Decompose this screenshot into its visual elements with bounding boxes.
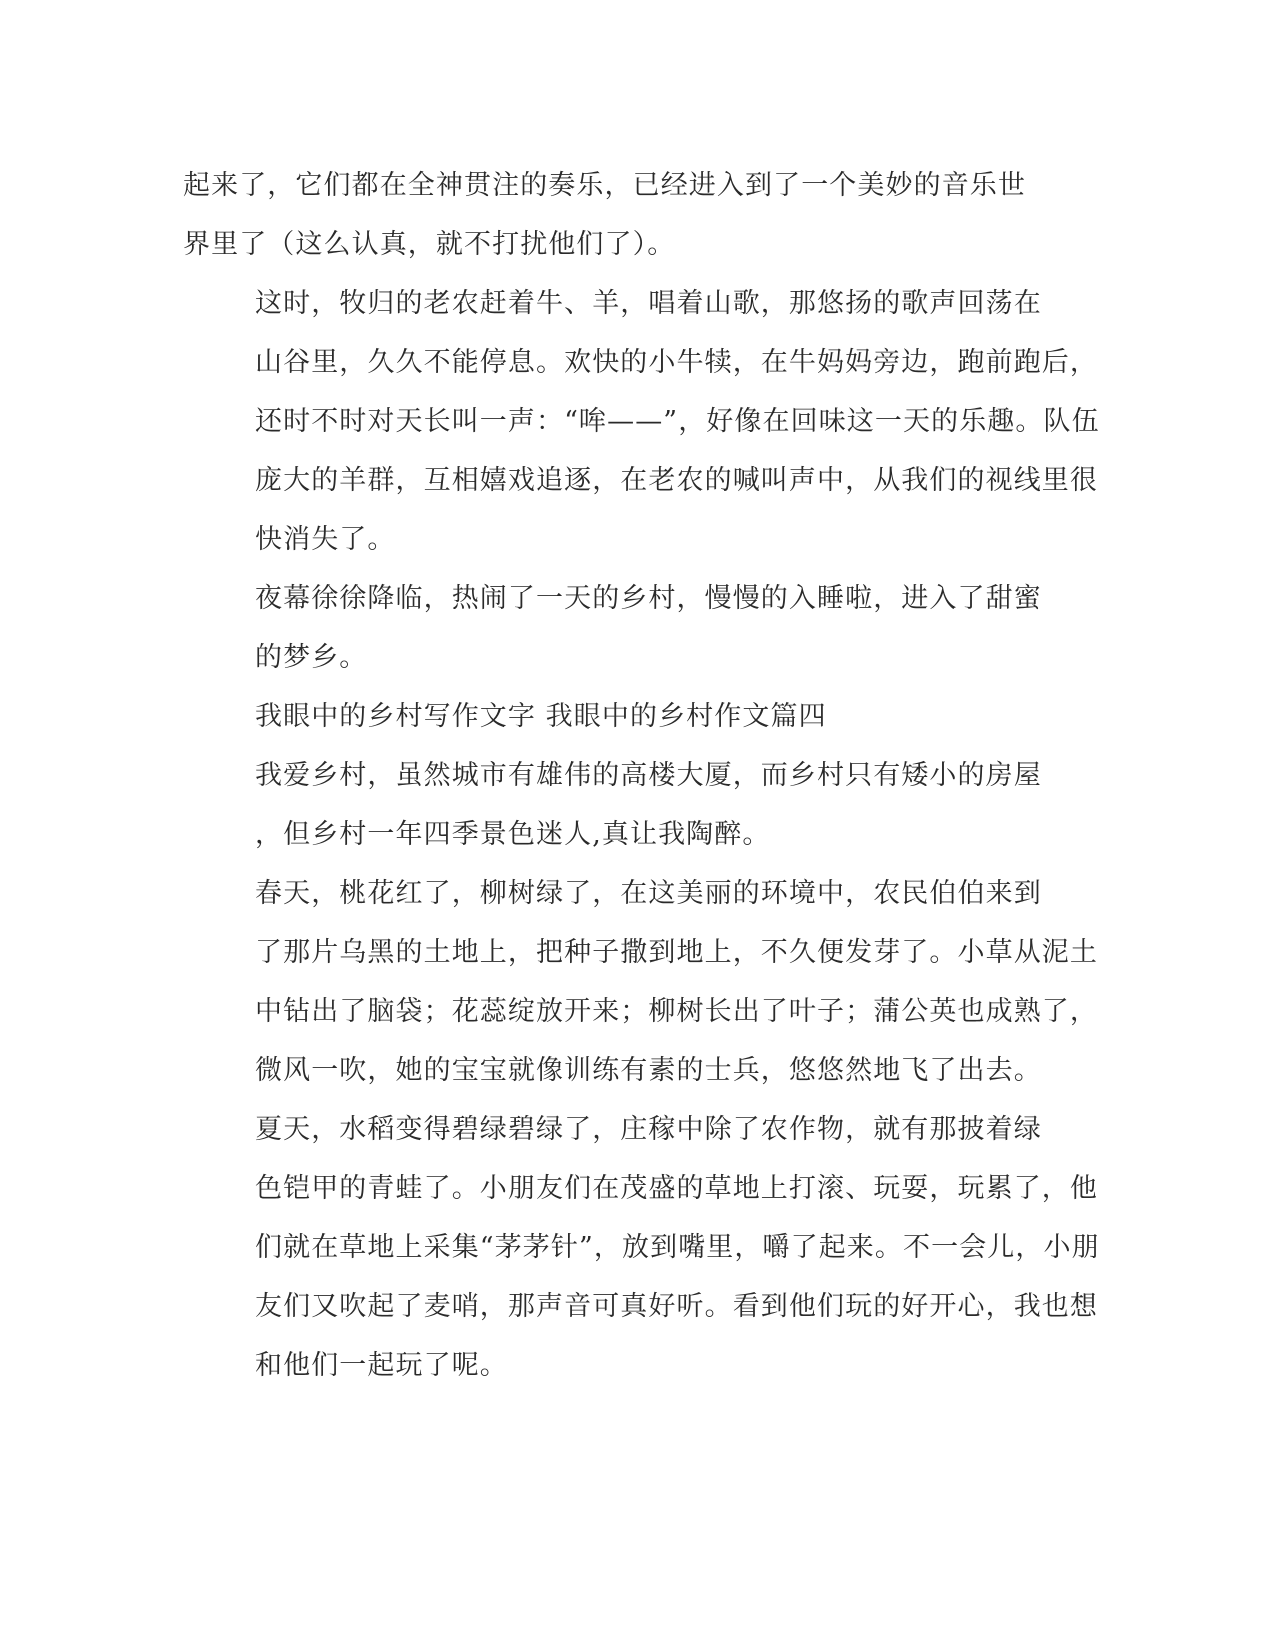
- text-line: 的梦乡。: [255, 642, 368, 673]
- text-line: 这时，牧归的老农赶着牛、羊，唱着山歌，那悠扬的歌声回荡在: [255, 288, 1042, 319]
- text-line: 山谷里，久久不能停息。欢快的小牛犊，在牛妈妈旁边，跑前跑后，: [255, 347, 1098, 378]
- text-line: 界里了（这么认真，就不打扰他们了）。: [183, 229, 676, 260]
- text-line: 我眼中的乡村写作文字 我眼中的乡村作文篇四: [255, 701, 827, 732]
- text-line: 微风一吹，她的宝宝就像训练有素的士兵，悠悠然地飞了出去。: [255, 1055, 1042, 1086]
- text-line: 春天，桃花红了，柳树绿了，在这美丽的环境中，农民伯伯来到: [255, 878, 1042, 909]
- paragraph: [183, 156, 1043, 274]
- text-line: 夜幕徐徐降临，热闹了一天的乡村，慢慢的入睡啦，进入了甜蜜: [255, 583, 1042, 614]
- text-line: 快消失了。: [255, 524, 396, 555]
- text-line: 我爱乡村，虽然城市有雄伟的高楼大厦，而乡村只有矮小的房屋: [255, 760, 1042, 791]
- paragraph: [183, 569, 1043, 687]
- text-line: ，但乡村一年四季景色迷人,真让我陶醉。: [255, 819, 771, 850]
- text-line: 们就在草地上采集“茅茅针”，放到嘴里，嚼了起来。不一会儿，小朋: [255, 1232, 1100, 1263]
- paragraph: [183, 864, 1098, 1100]
- text-line: 起来了，它们都在全神贯注的奏乐，已经进入到了一个美妙的音乐世: [183, 170, 1026, 201]
- text-line: 还时不时对天长叫一声：“哞——”，好像在回味这一天的乐趣。队伍: [255, 406, 1100, 437]
- text-line: 中钻出了脑袋；花蕊绽放开来；柳树长出了叶子；蒲公英也成熟了，: [255, 996, 1098, 1027]
- text-line: 夏天，水稻变得碧绿碧绿了，庄稼中除了农作物，就有那披着绿: [255, 1114, 1042, 1145]
- paragraph: [183, 274, 1100, 569]
- text-line: 友们又吹起了麦哨，那声音可真好听。看到他们玩的好开心，我也想: [255, 1291, 1098, 1322]
- text-line: 和他们一起玩了呢。: [255, 1350, 508, 1381]
- text-line: 色铠甲的青蛙了。小朋友们在茂盛的草地上打滚、玩耍，玩累了，他: [255, 1173, 1098, 1204]
- paragraph: [183, 1100, 1100, 1395]
- paragraph: [183, 746, 1043, 864]
- text-line: 庞大的羊群，互相嬉戏追逐，在老农的喊叫声中，从我们的视线里很: [255, 465, 1098, 496]
- document-body: [183, 156, 1100, 1395]
- section-heading: [183, 687, 1043, 746]
- text-line: 了那片乌黑的土地上，把种子撒到地上，不久便发芽了。小草从泥土: [255, 937, 1098, 968]
